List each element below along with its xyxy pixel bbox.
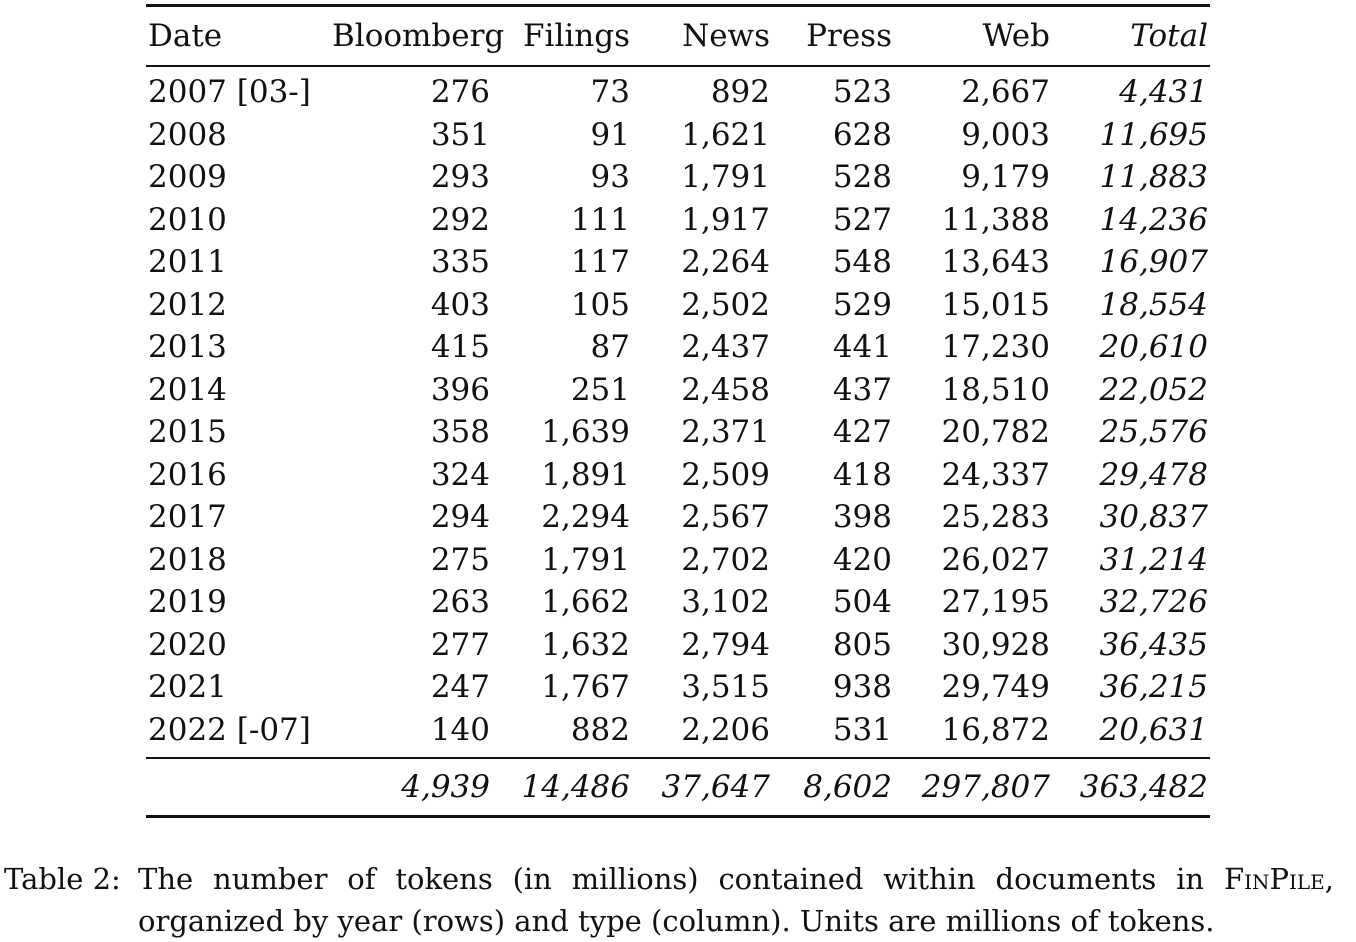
table-row xyxy=(146,454,1210,497)
cell-news: 3,515 xyxy=(681,669,770,706)
cell-bloomberg: 293 xyxy=(430,159,490,196)
table-row xyxy=(146,284,1210,327)
cell-news: 2,702 xyxy=(681,541,770,578)
cell-filings: 251 xyxy=(570,371,630,408)
cell-bloomberg: 276 xyxy=(430,74,490,111)
cell-bloomberg: 277 xyxy=(430,626,490,663)
cell-total: 30,837 xyxy=(1099,499,1208,536)
cell-date: 2017 xyxy=(148,499,227,536)
cell-news: 2,264 xyxy=(681,244,770,281)
cell-news: 2,509 xyxy=(681,456,770,493)
cell-filings: 1,791 xyxy=(541,541,630,578)
total-press: 8,602 xyxy=(772,758,894,817)
total-filings: 14,486 xyxy=(492,758,632,817)
cell-date: 2014 xyxy=(148,371,227,408)
cell-news: 1,917 xyxy=(681,201,770,238)
cell-bloomberg: 415 xyxy=(430,329,490,366)
cell-web: 30,928 xyxy=(941,626,1050,663)
caption-text-after: , organized by year (rows) and type (column). Units are millions of tokens. xyxy=(138,862,1334,938)
cell-date: 2018 xyxy=(148,541,227,578)
header-press: Press xyxy=(772,6,894,67)
cell-news: 2,567 xyxy=(681,499,770,536)
header-news: News xyxy=(632,6,772,67)
total-grand: 363,482 xyxy=(1052,758,1210,817)
cell-press: 548 xyxy=(832,244,892,281)
cell-bloomberg: 396 xyxy=(430,371,490,408)
cell-date: 2016 xyxy=(148,456,227,493)
cell-filings: 1,662 xyxy=(541,584,630,621)
caption-text-before: The number of tokens (in millions) contained within documents in xyxy=(138,862,1224,896)
total-web: 297,807 xyxy=(894,758,1052,817)
cell-bloomberg: 275 xyxy=(430,541,490,578)
cell-news: 2,437 xyxy=(681,329,770,366)
cell-web: 24,337 xyxy=(941,456,1050,493)
total-date-cell xyxy=(146,758,330,817)
cell-news: 892 xyxy=(710,74,770,111)
table-row xyxy=(146,411,1210,454)
cell-total: 4,431 xyxy=(1119,74,1208,111)
table-row xyxy=(146,496,1210,539)
cell-total: 32,726 xyxy=(1099,584,1208,621)
table-footer xyxy=(146,758,1210,817)
cell-filings: 1,632 xyxy=(541,626,630,663)
table-row xyxy=(146,624,1210,667)
cell-web: 25,283 xyxy=(941,499,1050,536)
cell-bloomberg: 247 xyxy=(430,669,490,706)
cell-filings: 105 xyxy=(570,286,630,323)
data-table-container xyxy=(146,4,1210,818)
cell-date: 2015 xyxy=(148,414,227,451)
cell-bloomberg: 292 xyxy=(430,201,490,238)
cell-press: 938 xyxy=(832,669,892,706)
cell-filings: 2,294 xyxy=(541,499,630,536)
cell-date: 2010 xyxy=(148,201,227,238)
cell-filings: 882 xyxy=(570,711,630,748)
cell-date: 2020 xyxy=(148,626,227,663)
cell-news: 2,458 xyxy=(681,371,770,408)
cell-total: 18,554 xyxy=(1099,286,1208,323)
cell-press: 420 xyxy=(832,541,892,578)
table-row xyxy=(146,199,1210,242)
cell-date: 2011 xyxy=(148,244,227,281)
cell-total: 11,883 xyxy=(1099,159,1208,196)
cell-news: 1,791 xyxy=(681,159,770,196)
cell-date: 2008 xyxy=(148,116,227,153)
cell-web: 9,179 xyxy=(961,159,1050,196)
cell-web: 2,667 xyxy=(961,74,1050,111)
table-caption xyxy=(4,858,1334,942)
cell-press: 427 xyxy=(832,414,892,451)
cell-date: 2019 xyxy=(148,584,227,621)
cell-date: 2007 [03-] xyxy=(148,74,311,111)
cell-news: 3,102 xyxy=(681,584,770,621)
table-row xyxy=(146,666,1210,709)
cell-filings: 111 xyxy=(570,201,630,238)
cell-web: 29,749 xyxy=(941,669,1050,706)
table-row xyxy=(146,156,1210,199)
cell-filings: 1,767 xyxy=(541,669,630,706)
cell-date: 2012 xyxy=(148,286,227,323)
table-row xyxy=(146,709,1210,759)
table-row xyxy=(146,539,1210,582)
cell-press: 805 xyxy=(832,626,892,663)
cell-date: 2021 xyxy=(148,669,227,706)
cell-web: 20,782 xyxy=(941,414,1050,451)
cell-web: 18,510 xyxy=(941,371,1050,408)
table-row xyxy=(146,326,1210,369)
table-header xyxy=(146,6,1210,67)
cell-bloomberg: 294 xyxy=(430,499,490,536)
cell-bloomberg: 140 xyxy=(430,711,490,748)
cell-total: 16,907 xyxy=(1099,244,1208,281)
cell-web: 27,195 xyxy=(941,584,1050,621)
cell-bloomberg: 351 xyxy=(430,116,490,153)
cell-filings: 1,891 xyxy=(541,456,630,493)
cell-bloomberg: 335 xyxy=(430,244,490,281)
cell-filings: 93 xyxy=(590,159,630,196)
cell-total: 14,236 xyxy=(1099,201,1208,238)
cell-total: 20,631 xyxy=(1099,711,1208,748)
totals-row xyxy=(146,758,1210,817)
cell-press: 628 xyxy=(832,116,892,153)
table-row xyxy=(146,369,1210,412)
cell-total: 25,576 xyxy=(1099,414,1208,451)
total-bloomberg: 4,939 xyxy=(330,758,492,817)
cell-press: 418 xyxy=(832,456,892,493)
cell-press: 441 xyxy=(832,329,892,366)
cell-press: 398 xyxy=(832,499,892,536)
header-total: Total xyxy=(1052,6,1210,67)
cell-news: 2,371 xyxy=(681,414,770,451)
header-date: Date xyxy=(146,6,330,67)
cell-filings: 91 xyxy=(590,116,630,153)
caption-label: Table 2: xyxy=(4,862,121,896)
cell-filings: 1,639 xyxy=(541,414,630,451)
cell-press: 523 xyxy=(832,74,892,111)
caption-body xyxy=(138,858,1334,942)
cell-news: 2,206 xyxy=(681,711,770,748)
cell-total: 36,435 xyxy=(1099,626,1208,663)
cell-web: 26,027 xyxy=(941,541,1050,578)
cell-total: 11,695 xyxy=(1099,116,1208,153)
header-filings: Filings xyxy=(492,6,632,67)
cell-press: 528 xyxy=(832,159,892,196)
cell-press: 529 xyxy=(832,286,892,323)
cell-web: 13,643 xyxy=(941,244,1050,281)
cell-date: 2022 [-07] xyxy=(148,711,311,748)
cell-press: 527 xyxy=(832,201,892,238)
cell-bloomberg: 263 xyxy=(430,584,490,621)
cell-total: 36,215 xyxy=(1099,669,1208,706)
cell-bloomberg: 324 xyxy=(430,456,490,493)
cell-web: 9,003 xyxy=(961,116,1050,153)
token-count-table xyxy=(146,4,1210,818)
cell-date: 2009 xyxy=(148,159,227,196)
table-body xyxy=(146,66,1210,758)
cell-filings: 73 xyxy=(590,74,630,111)
cell-news: 2,794 xyxy=(681,626,770,663)
cell-web: 15,015 xyxy=(941,286,1050,323)
table-row xyxy=(146,581,1210,624)
header-web: Web xyxy=(894,6,1052,67)
cell-total: 20,610 xyxy=(1099,329,1208,366)
cell-press: 504 xyxy=(832,584,892,621)
cell-filings: 117 xyxy=(570,244,630,281)
header-bloomberg: Bloomberg xyxy=(330,6,492,67)
cell-bloomberg: 358 xyxy=(430,414,490,451)
table-row xyxy=(146,114,1210,157)
cell-filings: 87 xyxy=(590,329,630,366)
cell-press: 437 xyxy=(832,371,892,408)
table-row xyxy=(146,241,1210,284)
cell-press: 531 xyxy=(832,711,892,748)
cell-news: 2,502 xyxy=(681,286,770,323)
cell-total: 29,478 xyxy=(1099,456,1208,493)
cell-total: 22,052 xyxy=(1099,371,1208,408)
header-row xyxy=(146,6,1210,67)
cell-date: 2013 xyxy=(148,329,227,366)
table-row xyxy=(146,66,1210,114)
total-news: 37,647 xyxy=(632,758,772,817)
cell-total: 31,214 xyxy=(1099,541,1208,578)
cell-web: 17,230 xyxy=(941,329,1050,366)
cell-bloomberg: 403 xyxy=(430,286,490,323)
cell-web: 11,388 xyxy=(941,201,1050,238)
caption-dataset-name: FinPile xyxy=(1223,862,1325,896)
cell-web: 16,872 xyxy=(941,711,1050,748)
cell-news: 1,621 xyxy=(681,116,770,153)
